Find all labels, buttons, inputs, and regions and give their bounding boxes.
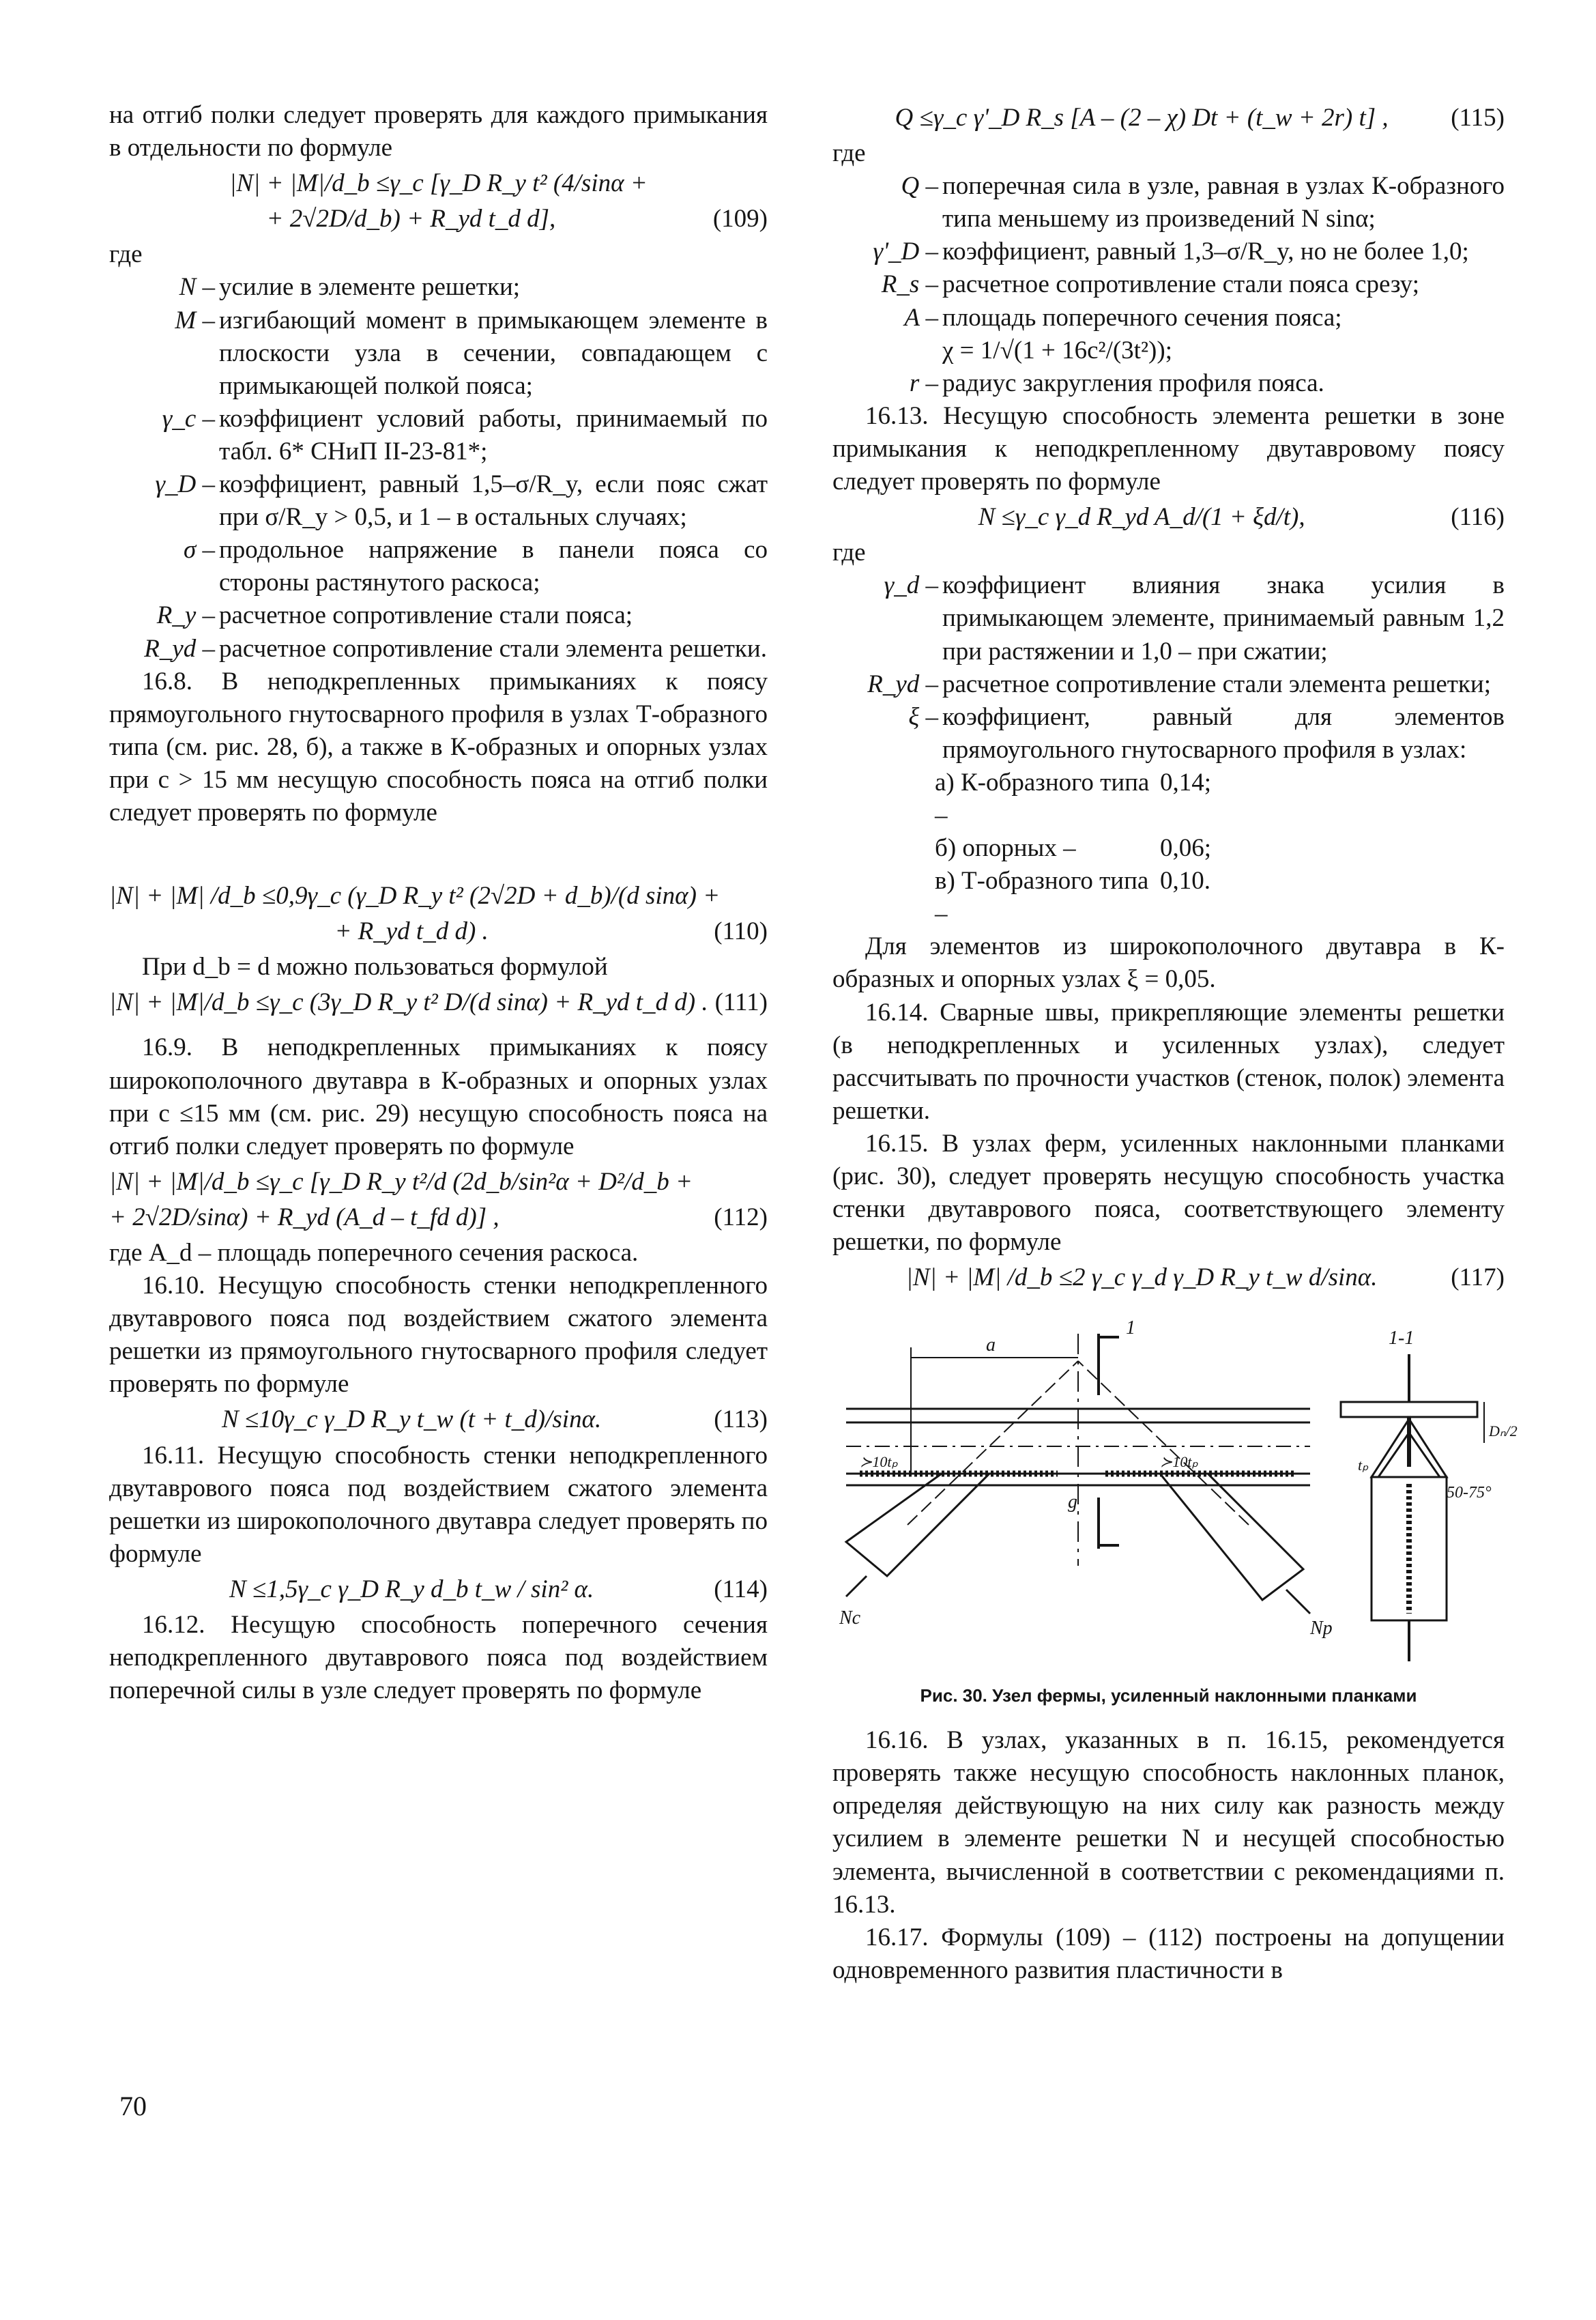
- brace-axis: [908, 1361, 1078, 1525]
- paragraph: При d_b = d можно пользоваться формулой: [142, 953, 608, 982]
- definition-text: коэффициент, равный для элементов прямоугольного гнутосварного профиля в узлах:: [942, 702, 1505, 764]
- definition-symbol: γ_D –: [155, 470, 215, 499]
- definition-row: [109, 403, 768, 468]
- definition-symbol: σ –: [184, 536, 215, 564]
- equation-number: (117): [1451, 1263, 1505, 1292]
- definition-symbol: N –: [179, 273, 215, 302]
- definition-row: [832, 668, 1505, 701]
- paragraph-16-12: 16.12. Несущую способность поперечного сечения неподкрепленного двутаврового пояса под воздействием поперечной силы в узле следует проверять по формуле: [109, 1611, 768, 1705]
- label-nc: Nc: [839, 1607, 861, 1629]
- formula-117: [832, 1261, 1505, 1294]
- left-column: [109, 99, 768, 1707]
- definition-text: поперечная сила в узле, равная в узлах К-образного типа меньшему из произведений N sinα;: [942, 172, 1505, 233]
- label-a: a: [986, 1334, 996, 1356]
- definition-symbol: γ'_D –: [873, 238, 938, 266]
- formula-line: N ≤γ_c γ_d R_yd A_d/(1 + ξd/t),: [978, 503, 1305, 532]
- definition-symbol: R_yd –: [867, 670, 938, 698]
- label-10tp-right: ≻10tₚ: [1160, 1453, 1198, 1471]
- equation-number: (109): [712, 205, 768, 233]
- definition-symbol: γ_c –: [162, 404, 215, 433]
- definition-row: [832, 268, 1505, 301]
- formula-line: Q ≤γ_c γ'_D R_s [A – (2 – χ) Dt + (t_w + 2r) t] ,: [895, 104, 1389, 132]
- label-dh: Dₙ/2: [1489, 1422, 1518, 1440]
- formula-116: [832, 501, 1505, 534]
- force-arrow-np: [1286, 1590, 1310, 1614]
- definition-text: продольное напряжение в панели пояса со стороны растянутого раскоса;: [219, 536, 768, 597]
- paragraph-16-9: 16.9. В неподкрепленных примыканиях к поясу широкополочного двутавра в К-образных и опорных узлах при c ≤15 мм (см. рис. 29) несущую способность пояса на отгиб полки следует проверять по формуле: [109, 1033, 768, 1160]
- definition-text: площадь поперечного сечения пояса;: [942, 303, 1342, 332]
- definition-row: [832, 302, 1505, 334]
- definition-row: [832, 569, 1505, 668]
- definition-symbol: M –: [175, 306, 215, 334]
- definition-text: коэффициент, равный 1,5–σ/R_y, если пояс сжат при σ/R_y > 0,5, и 1 – в остальных случаях;: [219, 470, 768, 532]
- compressed-brace: [846, 1474, 989, 1576]
- formula-110: [109, 880, 768, 913]
- truss-node-drawing: [832, 1306, 1518, 1675]
- formula-line: |N| + |M|/d_b ≤γ_c [γ_D R_y t²/d (2d_b/sin²α + D²/d_b +: [109, 1167, 693, 1196]
- formula-111: [109, 986, 768, 1019]
- definitions-109: [109, 271, 768, 665]
- label-10tp-left: ≻10tₚ: [860, 1453, 898, 1471]
- definition-text: расчетное сопротивление стали элемента решетки;: [942, 670, 1491, 698]
- right-column: [832, 99, 1518, 1987]
- definitions-115: [832, 170, 1505, 400]
- paragraph: на отгиб полки следует проверять для каждого примыкания в отдельности по формуле: [109, 101, 768, 162]
- formula-110-cont: [109, 915, 768, 948]
- paragraph: где A_d – площадь поперечного сечения раскоса.: [109, 1239, 639, 1267]
- paragraph-16-15: 16.15. В узлах ферм, усиленных наклонными планками (рис. 30), следует проверять несущую способность участка стенки двутаврового пояса, соответствующего элементу решетки, по формуле: [832, 1129, 1505, 1257]
- where-label: где: [832, 539, 866, 567]
- definitions-116: [832, 569, 1505, 767]
- definition-row: [109, 468, 768, 534]
- definition-symbol: [832, 334, 938, 367]
- definition-row: [109, 304, 768, 403]
- inclined-plate-left: [1372, 1419, 1409, 1477]
- definition-text: радиус закругления профиля пояса.: [942, 369, 1324, 397]
- label-section-1: 1: [1126, 1317, 1135, 1339]
- definition-symbol: R_y –: [156, 601, 215, 630]
- definition-row: [832, 235, 1505, 268]
- xi-values-table: [935, 767, 1505, 930]
- paragraph-16-11: 16.11. Несущую способность стенки неподкрепленного двутаврового пояса под воздействием сжатого элемента решетки из широкополочного двутавра следует проверять по формуле: [109, 1441, 768, 1568]
- label-section-1-1: 1-1: [1389, 1328, 1414, 1349]
- definition-text: усилие в элементе решетки;: [219, 273, 521, 302]
- section-top-flange: [1341, 1402, 1477, 1417]
- definition-row: [109, 599, 768, 632]
- paragraph-16-14: 16.14. Сварные швы, прикрепляющие элементы решетки (в неподкрепленных и усиленных узлах), следует рассчитывать по прочности участков (стенок, полок) элемента решетки.: [832, 998, 1505, 1125]
- xi-row-label: б) опорных –: [935, 834, 1076, 863]
- definition-symbol: R_s –: [881, 270, 938, 299]
- definition-symbol: γ_d –: [884, 571, 938, 600]
- paragraph-16-16: 16.16. В узлах, указанных в п. 16.15, рекомендуется проверять также несущую способность наклонных планок, определяя действующую на них силу как разность между усилием в элементе решетки N и несущей способностью элемента, вычисленной в соответствии с рекомендациями п. 16.13.: [832, 1726, 1505, 1919]
- definition-row: [832, 334, 1505, 367]
- equation-number: (110): [714, 917, 768, 946]
- equation-number: (112): [714, 1203, 768, 1231]
- force-arrow-nc: [846, 1576, 867, 1596]
- definition-symbol: Q –: [901, 172, 938, 201]
- definition-symbol: A –: [904, 303, 938, 332]
- formula-112-cont: [109, 1201, 768, 1234]
- formula-115: [832, 102, 1505, 134]
- label-angle: 50-75°: [1447, 1484, 1492, 1502]
- paragraph-16-10: 16.10. Несущую способность стенки неподкрепленного двутаврового пояса под воздействием сжатого элемента решетки из прямоугольного гнутосварного профиля следует проверять по формуле: [109, 1272, 768, 1399]
- equation-number: (113): [714, 1405, 768, 1434]
- xi-row-label: а) К-образного типа –: [935, 768, 1150, 829]
- formula-109-cont: [109, 203, 768, 235]
- definition-text: расчетное сопротивление стали пояса срезу;: [942, 270, 1419, 299]
- formula-line: N ≤10γ_c γ_D R_y t_w (t + t_d)/sinα.: [221, 1405, 602, 1434]
- definition-text: коэффициент условий работы, принимаемый по табл. 6* СНиП II-23-81*;: [219, 404, 768, 466]
- paragraph-16-8: 16.8. В неподкрепленных примыканиях к поясу прямоугольного гнутосварного профиля в узлах Т-образного типа (см. рис. 28, б), а также в К-образных и опорных узлах при c > 15 мм несущую способность пояса на отгиб полки следует проверять по формуле: [109, 667, 768, 827]
- definition-symbol: r –: [909, 369, 938, 397]
- paragraph: Для элементов из широкополочного двутавра в К-образных и опорных узлах ξ = 0,05.: [832, 932, 1505, 994]
- definition-row: [109, 534, 768, 599]
- definition-text: коэффициент влияния знака усилия в примыкающем элементе, принимаемый равным 1,2 при растяжении и 1,0 – при сжатии;: [942, 571, 1505, 665]
- figure-caption: Рис. 30. Узел фермы, усиленный наклонными планками: [920, 1685, 1417, 1706]
- xi-row-label: в) Т-образного типа –: [935, 867, 1149, 928]
- definition-row: [109, 633, 768, 665]
- definition-symbol: ξ –: [908, 702, 938, 731]
- figure-30-truss-node: [832, 1306, 1518, 1675]
- xi-row-value: 0,14;: [1160, 768, 1212, 797]
- definition-text: расчетное сопротивление стали пояса;: [219, 601, 633, 630]
- definition-text: изгибающий момент в примыкающем элементе в плоскости узла в сечении, совпадающем с примыкающей полкой пояса;: [219, 306, 768, 400]
- label-tp: tₚ: [1358, 1457, 1369, 1474]
- definition-row: [832, 367, 1505, 400]
- formula-line: |N| + |M| /d_b ≤0,9γ_c (γ_D R_y t² (2√2D + d_b)/(d sinα) +: [109, 882, 721, 911]
- definition-row: [832, 701, 1505, 767]
- definition-text: χ = 1/√(1 + 16c²/(3t²));: [942, 336, 1172, 364]
- where-label: где: [832, 139, 866, 168]
- definition-text: расчетное сопротивление стали элемента решетки.: [219, 634, 767, 663]
- equation-number: (116): [1451, 503, 1505, 532]
- formula-line: |N| + |M|/d_b ≤γ_c [γ_D R_y t² (4/sinα +: [229, 169, 648, 198]
- formula-line: |N| + |M| /d_b ≤2 γ_c γ_d γ_D R_y t_w d/sinα.: [905, 1263, 1378, 1292]
- formula-112: [109, 1166, 768, 1199]
- paragraph-16-17: 16.17. Формулы (109) – (112) построены на допущении одновременного развития пластичности в: [832, 1923, 1505, 1984]
- xi-row-value: 0,10.: [1160, 867, 1210, 896]
- page-number: 70: [119, 2091, 147, 2121]
- equation-number: (115): [1451, 104, 1505, 132]
- tensile-brace: [1160, 1474, 1303, 1600]
- paragraph-16-13: 16.13. Несущую способность элемента решетки в зоне примыкания к неподкрепленному двутавровому поясу следует проверять по формуле: [832, 401, 1505, 496]
- formula-114: [109, 1573, 768, 1606]
- formula-line: + R_yd t_d d) .: [334, 917, 489, 946]
- formula-line: N ≤1,5γ_c γ_D R_y d_b t_w / sin² α.: [229, 1575, 594, 1603]
- formula-109: [109, 167, 768, 200]
- formula-line: + 2√2D/d_b) + R_yd t_d d],: [266, 205, 556, 233]
- equation-number: (111): [714, 988, 768, 1017]
- equation-number: (114): [714, 1575, 768, 1603]
- where-label: где: [109, 240, 143, 269]
- label-np: Np: [1310, 1618, 1333, 1639]
- formula-line: |N| + |M|/d_b ≤γ_c (3γ_D R_y t² D/(d sinα) + R_yd t_d d) .: [109, 988, 708, 1017]
- definition-row: [832, 170, 1505, 235]
- formula-113: [109, 1403, 768, 1436]
- inclined-plate-right: [1409, 1419, 1447, 1477]
- brace-axis: [1078, 1361, 1249, 1525]
- formula-line: + 2√2D/sinα) + R_yd (A_d – t_fd d)] ,: [109, 1203, 499, 1231]
- label-g: g: [1068, 1491, 1077, 1513]
- definition-row: [109, 271, 768, 304]
- xi-row-value: 0,06;: [1160, 834, 1212, 863]
- definition-text: коэффициент, равный 1,3–σ/R_y, но не более 1,0;: [942, 238, 1469, 266]
- definition-symbol: R_yd –: [144, 634, 215, 663]
